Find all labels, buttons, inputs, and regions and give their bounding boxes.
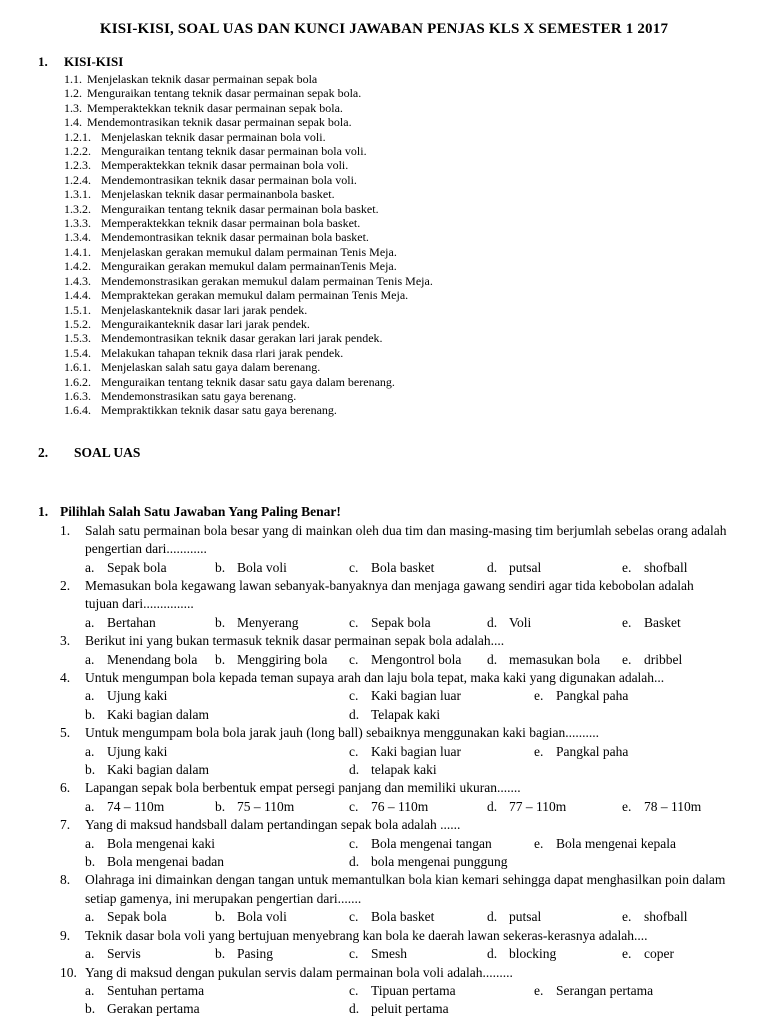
kisi-item-number: 1.6.4. <box>64 403 91 418</box>
answer-option-c <box>349 835 534 853</box>
answer-options <box>85 835 730 872</box>
kisi-item <box>64 245 730 259</box>
kisi-item-number: 1.4. <box>64 115 82 130</box>
instruction-line <box>38 503 730 521</box>
section-kisi-title: KISI-KISI <box>64 54 124 69</box>
answer-option-a <box>85 945 215 963</box>
kisi-item-number: 1.4.4. <box>64 288 91 303</box>
question-head <box>60 632 730 650</box>
section-kisi-number: 1. <box>38 54 48 69</box>
answer-option-label: c. <box>349 614 359 630</box>
answer-option-label: a. <box>85 946 95 962</box>
question <box>60 871 730 926</box>
answer-option-text: shofball <box>644 909 688 925</box>
answer-options <box>85 982 730 1019</box>
answer-option-label: b. <box>215 559 226 575</box>
question-head <box>60 669 730 687</box>
answer-option-label: d. <box>487 798 498 814</box>
answer-option-label: b. <box>85 762 96 778</box>
answer-options <box>85 687 730 724</box>
kisi-item <box>64 173 730 187</box>
kisi-item-text: Menguraikan tentang teknik dasar permainan sepak bola. <box>87 86 362 101</box>
question-head <box>60 724 730 742</box>
kisi-item-text: Mendemontrasikan teknik dasar permainan bola basket. <box>101 230 369 245</box>
answer-option-b <box>85 1000 349 1018</box>
answer-option-text: dribbel <box>644 651 683 667</box>
answer-option-text: 78 – 110m <box>644 798 702 814</box>
answer-option-a <box>85 835 349 853</box>
question-head <box>60 816 730 834</box>
kisi-item-number: 1.5.3. <box>64 331 91 346</box>
question <box>60 779 730 816</box>
kisi-item-number: 1.2.2. <box>64 144 91 159</box>
question-number: 8. <box>60 872 71 888</box>
answer-option-a <box>85 559 215 577</box>
answer-option-text: Kaki bagian luar <box>371 688 461 704</box>
section-soal-heading <box>38 444 730 461</box>
answer-option-c <box>349 743 534 761</box>
answer-option-text: 74 – 110m <box>107 798 165 814</box>
answer-option-c <box>349 614 487 632</box>
answer-option-text: Bola mengenai badan <box>107 854 224 870</box>
answer-option-e <box>622 614 730 632</box>
answer-option-label: d. <box>349 706 360 722</box>
kisi-item-text: Mempraktikkan teknik dasar satu gaya berenang. <box>101 403 337 418</box>
kisi-item <box>64 187 730 201</box>
section-kisi-heading <box>38 54 730 70</box>
answer-option-label: b. <box>85 1001 96 1017</box>
answer-option-a <box>85 614 215 632</box>
question-text: Yang di maksud handsball dalam pertandingan sepak bola adalah ...... <box>85 817 461 833</box>
kisi-item <box>64 115 730 129</box>
answer-option-d <box>487 614 622 632</box>
answer-option-label: d. <box>487 651 498 667</box>
answer-option-label: e. <box>622 651 632 667</box>
answer-option-text: Bola voli <box>237 559 287 575</box>
kisi-item <box>64 202 730 216</box>
kisi-item <box>64 346 730 360</box>
answer-option-d <box>487 945 622 963</box>
answer-option-text: shofball <box>644 559 688 575</box>
kisi-item-number: 1.5.4. <box>64 345 91 360</box>
question <box>60 816 730 871</box>
kisi-item <box>64 303 730 317</box>
answer-option-c <box>349 908 487 926</box>
answer-option-label: b. <box>215 946 226 962</box>
question <box>60 669 730 724</box>
question-number: 4. <box>60 670 71 685</box>
answer-option-b <box>215 651 349 669</box>
answer-option-label: d. <box>487 614 498 630</box>
answer-option-text: Bola basket <box>371 559 435 575</box>
question-head <box>60 577 730 614</box>
answer-option-text: memasukan bola <box>509 651 601 667</box>
answer-option-label: d. <box>487 909 498 925</box>
answer-option-text: peluit pertama <box>371 1001 449 1017</box>
kisi-item <box>64 158 730 172</box>
answer-option-text: putsal <box>509 909 542 925</box>
kisi-item-text: Menjelaskan teknik dasar permainan bola voli. <box>101 129 326 144</box>
answer-option-label: e. <box>622 909 632 925</box>
answer-options <box>85 743 730 780</box>
answer-option-text: 75 – 110m <box>237 798 295 814</box>
answer-option-a <box>85 908 215 926</box>
kisi-item <box>64 360 730 374</box>
answer-option-d <box>349 853 534 871</box>
questions-list <box>60 522 730 1019</box>
question-text: Memasukan bola kegawang lawan sebanyak-banyaknya dan menjaga gawang sendiri agar tida kebobolan adalah tujuan dari............... <box>85 577 694 612</box>
question-text: Olahraga ini dimainkan dengan tangan untuk memantulkan bola kian kemari sehingga dapat menghasilkan poin dalam setiap gamenya, ini merupakan pengertian dari....... <box>85 872 726 906</box>
answer-option-c <box>349 945 487 963</box>
answer-option-label: d. <box>349 762 360 778</box>
answer-option-e <box>534 982 730 1000</box>
answer-option-text: Menggiring bola <box>237 651 328 667</box>
answer-option-label: b. <box>215 798 226 814</box>
instruction-text: Pilihlah Salah Satu Jawaban Yang Paling Benar! <box>60 503 341 519</box>
answer-option-label: c. <box>349 909 359 925</box>
answer-option-label: a. <box>85 909 95 925</box>
answer-options <box>85 651 730 669</box>
kisi-item <box>64 259 730 273</box>
kisi-item-number: 1.3. <box>64 100 82 115</box>
answer-option-d <box>487 908 622 926</box>
kisi-item-text: Mendemonstrasikan satu gaya berenang. <box>101 388 297 403</box>
kisi-item-text: Mendemontrasikan teknik dasar gerakan lari jarak pendek. <box>101 331 383 346</box>
answer-option-text: Sepak bola <box>107 909 167 925</box>
answer-option-text: Pasing <box>237 946 274 962</box>
kisi-item-text: Memperaktekkan teknik dasar permainan sepak bola. <box>87 100 343 115</box>
answer-option-label: a. <box>85 798 95 814</box>
answer-option-label: a. <box>85 743 95 759</box>
kisi-item-text: Menjelaskan salah satu gaya dalam berenang. <box>101 360 321 375</box>
answer-option-label: c. <box>349 559 359 575</box>
answer-option-text: Sepak bola <box>371 614 431 630</box>
answer-option-label: d. <box>487 946 498 962</box>
kisi-item-text: Memperaktekkan teknik dasar permainan bola basket. <box>101 216 361 231</box>
answer-options <box>85 559 730 577</box>
question-head <box>60 871 730 908</box>
answer-option-b <box>85 853 349 871</box>
answer-option-text: Servis <box>107 946 141 962</box>
answer-option-text: Telapak kaki <box>371 706 441 722</box>
question <box>60 724 730 779</box>
answer-option-text: Bola voli <box>237 909 287 925</box>
answer-option-label: b. <box>215 614 226 630</box>
answer-option-label: e. <box>534 743 544 759</box>
question-text: Untuk mengumpam bola bola jarak jauh (long ball) sebaiknya menggunakan kaki bagian.......... <box>85 725 599 741</box>
answer-option-label: c. <box>349 688 359 704</box>
question <box>60 927 730 964</box>
answer-option-a <box>85 743 349 761</box>
section-soal-title: SOAL UAS <box>74 444 141 460</box>
answer-option-text: Kaki bagian luar <box>371 743 461 759</box>
answer-option-label: d. <box>349 854 360 870</box>
answer-option-label: b. <box>215 909 226 925</box>
answer-option-label: d. <box>487 559 498 575</box>
answer-option-c <box>349 687 534 705</box>
answer-option-label: a. <box>85 982 95 998</box>
kisi-list <box>64 72 730 418</box>
answer-option-label: e. <box>534 835 544 851</box>
kisi-item-number: 1.3.2. <box>64 201 91 216</box>
question-number: 5. <box>60 725 71 741</box>
kisi-item <box>64 130 730 144</box>
answer-option-text: Tipuan pertama <box>371 982 456 998</box>
kisi-item-number: 1.2.1. <box>64 129 91 144</box>
kisi-item-text: Menguraikan tentang teknik dasar permainan bola voli. <box>101 144 367 159</box>
answer-option-e <box>622 798 730 816</box>
answer-option-label: b. <box>85 706 96 722</box>
kisi-item-text: Menjelaskan gerakan memukul dalam permainan Tenis Meja. <box>101 244 397 259</box>
answer-option-label: a. <box>85 688 95 704</box>
answer-option-b <box>85 706 349 724</box>
document-title: KISI-KISI, SOAL UAS DAN KUNCI JAWABAN PENJAS KLS X SEMESTER 1 2017 <box>99 21 669 37</box>
kisi-item <box>64 86 730 100</box>
kisi-item <box>64 144 730 158</box>
question-number: 6. <box>60 780 71 796</box>
kisi-item-number: 1.2. <box>64 86 82 101</box>
answer-option-label: c. <box>349 946 359 962</box>
answer-option-text: bola mengenai punggung <box>371 854 508 870</box>
kisi-item <box>64 317 730 331</box>
kisi-item-number: 1.2.3. <box>64 158 91 173</box>
answer-option-text: Menyerang <box>237 614 299 630</box>
kisi-item-text: Menguraikanteknik dasar lari jarak pendek. <box>101 316 310 331</box>
answer-option-b <box>215 559 349 577</box>
answer-option-label: e. <box>534 982 544 998</box>
answer-option-text: blocking <box>509 946 557 962</box>
kisi-item-number: 1.5.1. <box>64 302 91 317</box>
answer-option-e <box>622 908 730 926</box>
answer-option-b <box>85 761 349 779</box>
question-number: 7. <box>60 817 71 833</box>
kisi-item-text: Mendemonstrasikan gerakan memukul dalam permainan Tenis Meja. <box>101 273 433 288</box>
kisi-item <box>64 375 730 389</box>
answer-option-e <box>534 687 730 705</box>
answer-option-text: Kaki bagian dalam <box>107 762 209 778</box>
kisi-item-number: 1.2.4. <box>64 172 91 187</box>
question-number: 9. <box>60 927 71 943</box>
answer-option-d <box>487 798 622 816</box>
answer-option-text: Basket <box>644 614 681 630</box>
answer-option-c <box>349 651 487 669</box>
answer-option-label: c. <box>349 651 359 667</box>
answer-option-text: Voli <box>509 614 532 630</box>
kisi-item <box>64 216 730 230</box>
kisi-item <box>64 403 730 417</box>
question-head <box>60 779 730 797</box>
answer-option-label: e. <box>622 559 632 575</box>
kisi-item-number: 1.6.3. <box>64 388 91 403</box>
kisi-item-text: Menguraikan tentang teknik dasar permainan bola basket. <box>101 201 379 216</box>
kisi-item-text: Menguraikan tentang teknik dasar satu gaya dalam berenang. <box>101 374 395 389</box>
kisi-item <box>64 288 730 302</box>
answer-option-text: Bola basket <box>371 909 435 925</box>
answer-option-c <box>349 559 487 577</box>
question <box>60 632 730 669</box>
section-soal-number: 2. <box>38 444 49 460</box>
answer-option-b <box>215 945 349 963</box>
instruction-number: 1. <box>38 503 49 519</box>
answer-option-d <box>487 651 622 669</box>
kisi-item-text: Menjelaskan teknik dasar permainan sepak bola <box>87 72 318 86</box>
answer-option-label: a. <box>85 559 95 575</box>
kisi-item-number: 1.4.1. <box>64 244 91 259</box>
kisi-item-text: Mendemontrasikan teknik dasar permainan sepak bola. <box>87 115 352 130</box>
answer-option-e <box>622 651 730 669</box>
answer-option-label: d. <box>349 1001 360 1017</box>
answer-option-e <box>622 945 730 963</box>
answer-option-c <box>349 982 534 1000</box>
question-number: 1. <box>60 522 71 538</box>
question-text: Teknik dasar bola voli yang bertujuan menyebrang kan bola ke daerah lawan sekeras-kerasnya adalah.... <box>85 927 648 943</box>
kisi-item <box>64 331 730 345</box>
answer-option-a <box>85 687 349 705</box>
answer-option-label: c. <box>349 982 359 998</box>
answer-option-label: e. <box>534 688 544 704</box>
question-number: 2. <box>60 577 71 593</box>
answer-option-label: c. <box>349 835 359 851</box>
question-number: 10. <box>60 964 77 980</box>
question-text: Lapangan sepak bola berbentuk empat persegi panjang dan memiliki ukuran....... <box>85 780 521 796</box>
answer-option-d <box>349 706 534 724</box>
kisi-item <box>64 274 730 288</box>
answer-option-text: Bola mengenai kaki <box>107 835 215 851</box>
answer-options <box>85 798 730 816</box>
question <box>60 577 730 632</box>
answer-option-e <box>622 559 730 577</box>
answer-option-text: 77 – 110m <box>509 798 567 814</box>
kisi-item-number: 1.4.2. <box>64 259 91 274</box>
answer-option-b <box>215 908 349 926</box>
kisi-item-number: 1.3.4. <box>64 230 91 245</box>
answer-option-text: Bola mengenai tangan <box>371 835 492 851</box>
answer-option-label: e. <box>622 798 632 814</box>
answer-option-d <box>349 1000 534 1018</box>
answer-option-label: b. <box>215 651 226 667</box>
answer-option-text: telapak kaki <box>371 762 437 778</box>
answer-option-label: c. <box>349 743 359 759</box>
answer-option-text: Menendang bola <box>107 651 198 667</box>
question-head <box>60 927 730 945</box>
answer-option-d <box>349 761 534 779</box>
answer-option-text: Mengontrol bola <box>371 651 462 667</box>
question-text: Salah satu permainan bola besar yang di mainkan oleh dua tim dan masing-masing tim berjumlah sebelas orang adalah pengertian dari............ <box>85 522 727 557</box>
answer-option-text: Ujung kaki <box>107 743 168 759</box>
answer-option-b <box>215 798 349 816</box>
answer-option-a <box>85 651 215 669</box>
question <box>60 522 730 577</box>
answer-option-text: Sepak bola <box>107 559 167 575</box>
answer-options <box>85 945 730 963</box>
answer-option-text: putsal <box>509 559 542 575</box>
kisi-item-number: 1.3.3. <box>64 216 91 231</box>
kisi-item-number: 1.5.2. <box>64 316 91 331</box>
kisi-item <box>64 101 730 115</box>
answer-option-text: Gerakan pertama <box>107 1001 200 1017</box>
answer-option-text: Sentuhan pertama <box>107 982 205 998</box>
kisi-item-text: Menjelaskanteknik dasar lari jarak pendek. <box>101 302 308 317</box>
question-text: Untuk mengumpan bola kepada teman supaya arah dan laju bola tepat, maka kaki yang digunakan adalah... <box>85 670 665 685</box>
question-text: Yang di maksud dengan pukulan servis dalam permainan bola voli adalah......... <box>85 964 513 980</box>
kisi-item-text: Menguraikan gerakan memukul dalam permainanTenis Meja. <box>101 259 397 274</box>
question-text: Berikut ini yang bukan termasuk teknik dasar permainan sepak bola adalah.... <box>85 633 505 649</box>
answer-option-text: Bola mengenai kepala <box>556 835 676 851</box>
answer-option-e <box>534 743 730 761</box>
kisi-item-text: Melakukan tahapan teknik dasa rlari jarak pendek. <box>101 345 344 360</box>
question-number: 3. <box>60 633 71 649</box>
answer-option-d <box>487 559 622 577</box>
answer-options <box>85 908 730 926</box>
answer-option-text: Bertahan <box>107 614 156 630</box>
kisi-item <box>64 230 730 244</box>
kisi-item <box>64 72 730 86</box>
answer-option-label: a. <box>85 651 95 667</box>
answer-option-label: b. <box>85 854 96 870</box>
answer-option-text: Serangan pertama <box>556 982 654 998</box>
kisi-item-text: Memperaktekkan teknik dasar permainan bola voli. <box>101 158 349 173</box>
kisi-item-number: 1.3.1. <box>64 187 91 202</box>
kisi-item-text: Mempraktekan gerakan memukul dalam permainan Tenis Meja. <box>101 288 409 303</box>
question-head <box>60 522 730 559</box>
answer-option-a <box>85 982 349 1000</box>
answer-option-label: a. <box>85 614 95 630</box>
answer-option-label: e. <box>622 614 632 630</box>
kisi-item-number: 1.1. <box>64 72 82 86</box>
kisi-item-text: Mendemontrasikan teknik dasar permainan bola voli. <box>101 172 357 187</box>
answer-option-b <box>215 614 349 632</box>
answer-option-text: coper <box>644 946 674 962</box>
kisi-item <box>64 389 730 403</box>
kisi-item-number: 1.6.1. <box>64 360 91 375</box>
kisi-item-text: Menjelaskan teknik dasar permainanbola basket. <box>101 187 335 202</box>
answer-option-c <box>349 798 487 816</box>
question-head <box>60 964 730 982</box>
question <box>60 964 730 1019</box>
answer-option-text: Ujung kaki <box>107 688 168 704</box>
answer-option-text: 76 – 110m <box>371 798 429 814</box>
answer-option-label: c. <box>349 798 359 814</box>
answer-option-e <box>534 835 730 853</box>
answer-option-label: e. <box>622 946 632 962</box>
answer-options <box>85 614 730 632</box>
answer-option-text: Kaki bagian dalam <box>107 706 209 722</box>
answer-option-text: Smesh <box>371 946 408 962</box>
answer-option-a <box>85 798 215 816</box>
answer-option-text: Pangkal paha <box>556 743 629 759</box>
kisi-item-number: 1.6.2. <box>64 374 91 389</box>
answer-option-label: a. <box>85 835 95 851</box>
answer-option-text: Pangkal paha <box>556 688 629 704</box>
kisi-item-number: 1.4.3. <box>64 273 91 288</box>
